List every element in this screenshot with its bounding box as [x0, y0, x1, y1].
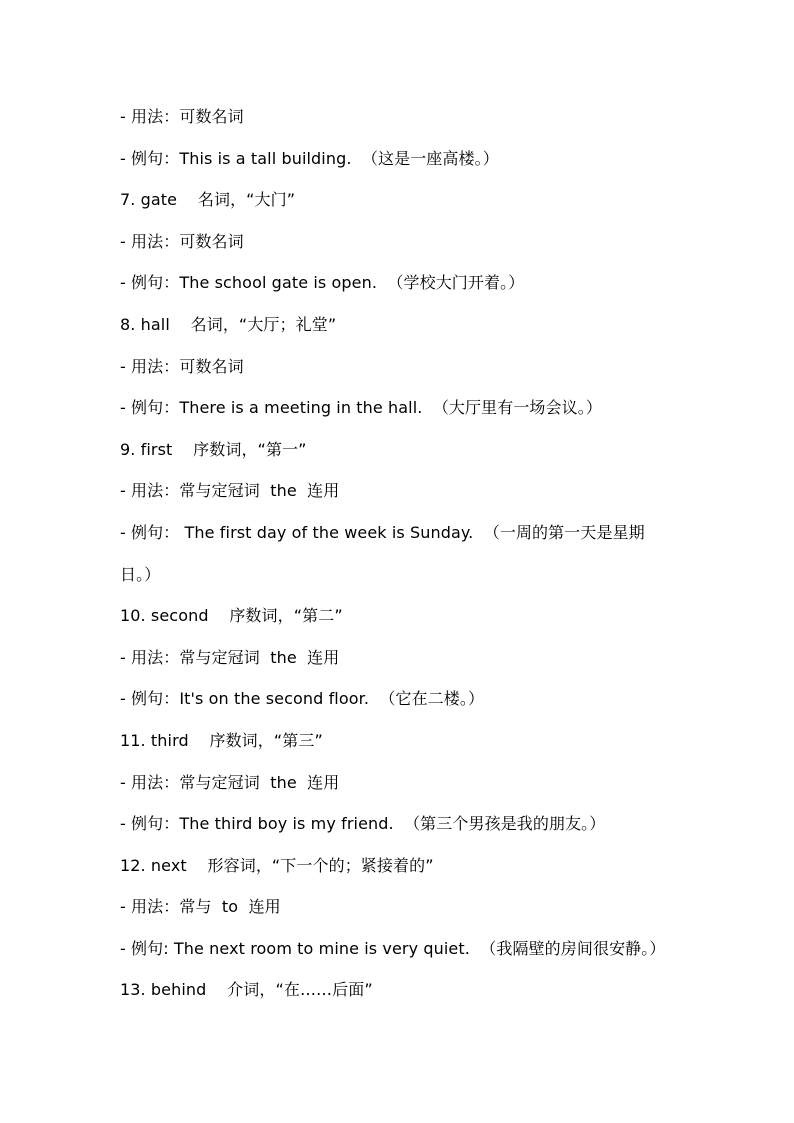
entry-heading-behind: 13. behind 介词，“在……后面”: [120, 980, 373, 1000]
example-line: - 例句: The next room to mine is very quiet. （我隔壁的房间很安静。）: [120, 938, 666, 958]
usage-line: - 用法：常与定冠词 the 连用: [120, 481, 340, 501]
example-line: - 例句： The first day of the week is Sunday. （一周的第一天是星期: [120, 522, 645, 542]
entry-heading-second: 10. second 序数词，“第二”: [120, 606, 343, 626]
usage-line: - 用法：可数名词: [120, 356, 244, 376]
example-line: - 例句：The third boy is my friend. （第三个男孩是我的朋友。）: [120, 814, 606, 834]
usage-line: - 用法：可数名词: [120, 107, 244, 126]
entry-heading-hall: 8. hall 名词，“大厅；礼堂”: [120, 314, 337, 334]
entry-heading-first: 9. first 序数词，“第一”: [120, 439, 307, 459]
usage-line: - 用法：常与 to 连用: [120, 897, 281, 917]
entry-heading-gate: 7. gate 名词，“大门”: [120, 190, 296, 210]
example-line: - 例句：This is a tall building. （这是一座高楼。）: [120, 148, 499, 168]
example-line-continuation: 日。）: [120, 564, 161, 584]
example-line: - 例句：The school gate is open. （学校大门开着。）: [120, 273, 525, 293]
example-line: - 例句：It's on the second floor. （它在二楼。）: [120, 689, 485, 709]
entry-heading-third: 11. third 序数词，“第三”: [120, 730, 323, 750]
usage-line: - 用法：可数名词: [120, 231, 244, 251]
document-body: [120, 96, 720, 1011]
usage-line: - 用法：常与定冠词 the 连用: [120, 772, 340, 792]
usage-line: - 用法：常与定冠词 the 连用: [120, 647, 340, 667]
entry-heading-next: 12. next 形容词，“下一个的；紧接着的”: [120, 855, 434, 875]
example-line: - 例句：There is a meeting in the hall. （大厅里有一场会议。）: [120, 398, 602, 418]
